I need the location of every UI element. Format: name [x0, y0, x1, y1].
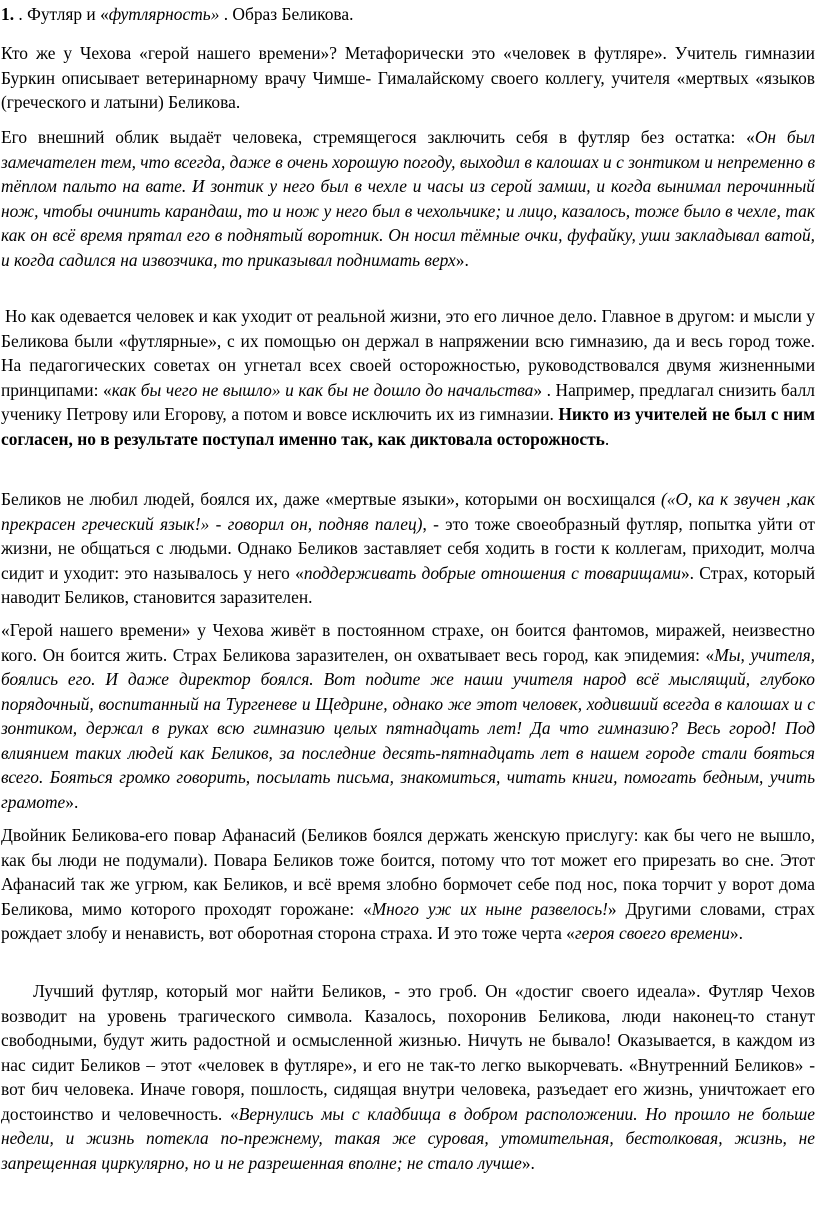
paragraph-7-plain: Лучший футляр, который мог найти Беликов, - это гроб. Он «достиг своего идеала». Футляр Чехов возводит на уровень трагического символа. Казалось, похоронив Беликова, люди наконец-то станут свободными, будут жить радостной и осмысленной жизнью. Ничуть не бывало! Оказывается, в каждом из нас сидит Беликов – этот «человек в футляре», и его не так-то легко выкорчевать. «Внутренний Беликов» - вот бич человека. Иначе говоря, пошлость, сидящая внутри человека, разъедает его жизнь, уничтожает его достоинство и человечность. « [1, 981, 815, 1124]
paragraph-3-plain-2: » . Например, предлагал снизить балл ученику Петрову или Егорову, а потом и вовсе исключить их из гимназии. [1, 379, 815, 424]
paragraph-3-bold: Никто из учителей не был с ним согласен, но в результате поступал именно так, как диктовала осторожность [1, 404, 815, 449]
paragraph-3 [1, 304, 815, 451]
paragraph-7-quote: Вернулись мы с кладбища в добром расположении. Но прошло не больше недели, и жизнь потекла по-прежнему, такая же суровая, утомительная, бестолковая, жизнь, не запрещенная циркулярно, но и не разрешенная вполне; не стало лучше [1, 1103, 815, 1173]
section-heading [1, 2, 353, 27]
paragraph-6-quote-1: Много уж их ныне развелось! [371, 898, 608, 919]
paragraph-2-plain: Его внешний облик выдаёт человека, стремящегося заключить себя в футляр без остатка: « [1, 127, 755, 147]
paragraph-5-end: ». [65, 791, 79, 812]
paragraph-6-end: ». [729, 923, 743, 943]
heading-number: 1. [1, 4, 15, 24]
paragraph-1-text: Кто же у Чехова «герой нашего времени»? Метафорически это «человек в футляре». Учитель гимназии Буркин описывает ветеринарному врачу Чимше- Гималайскому своего коллегу, учителя «мертвых «языков (греческого и латыни) Беликова. [1, 43, 815, 112]
paragraph-6-plain-1: Двойник Беликова-его повар Афанасий (Беликов боялся держать женскую прислугу: как бы чего не вышло, как бы люди не подумали). Повара Беликов тоже боится, потому что тот может его прирезать во сне. Этот Афанасий так же угрюм, как Беликов, и всё время злобно бормочет себе под нос, пока торчит у ворот дома Беликова, мимо которого проходят горожане: « [1, 825, 815, 919]
paragraph-6-quote-2: героя своего времени [574, 923, 730, 943]
paragraph-3-end: . [604, 428, 610, 449]
paragraph-4-plain-1: Беликов не любил людей, боялся их, даже «мертвые языки», которыми он восхищался [1, 489, 661, 509]
paragraph-4-quote-1: («О, ка к звучен ,как прекрасен греческий язык!» - говорил он, подняв палец) [1, 489, 816, 534]
paragraph-4 [1, 487, 815, 610]
paragraph-2-quote: Он был замечателен тем, что всегда, даже в очень хорошую погоду, выходил в калошах и с зонтиком и непременно в тёплом пальто на вате. И зонтик у него был в чехле и часы из серой замши, и когда вынимал перочинный нож, чтобы очинить карандаш, то и нож у него был в чехольчике; и лицо, казалось, тоже было в чехле, так как он всё время прятал его в поднятый воротник. Он носил тёмные очки, фуфайку, уши закладывал ватой, и когда садился на извозчика, то приказывал поднимать верх [1, 127, 815, 270]
paragraph-2 [1, 125, 815, 272]
heading-italic: футлярность» [108, 4, 220, 24]
paragraph-3-quote: как бы чего не вышло» и как бы не дошло до начальства [111, 379, 534, 400]
paragraph-5-quote: Мы, учителя, боялись его. И даже директор боялся. Вот подите же наши учителя народ всё мыслящий, глубоко порядочный, воспитанный на Тургеневе и Щедрине, однако же этот человек, ходивший всегда в калошах и с зонтиком, держал в руках всю гимназию целых пятнадцать лет! Да что гимназию? Весь город! Под влиянием таких людей как Беликов, за последние десять-пятнадцать лет в нашем городе стали бояться всего. Бояться громко говорить, посылать письма, знакомиться, читать книги, помогать бедным, учить грамоте [1, 644, 816, 812]
paragraph-4-plain-2: , - это тоже своеобразный футляр, попытка уйти от жизни, не общаться с людьми. Однако Беликов заставляет себя ходить в гости к коллегам, приходит, молча сидит и уходит: это называлось у него « [1, 513, 815, 583]
heading-text-after: . Образ Беликова. [219, 4, 354, 24]
paragraph-1 [1, 41, 815, 115]
paragraph-2-end: ». [455, 249, 469, 270]
paragraph-3-plain-1: Но как одевается человек и как уходит от реальной жизни, это его личное дело. Главное в другом: и мысли у Беликова были «футлярные», с их помощью он держал в напряжении всю гимназию, да и весь город тоже. На педагогических советах он угнетал всех своей осторожностью, руководствовался двумя жизненными принципами: « [1, 306, 815, 400]
heading-text-before: . Футляр и « [14, 4, 109, 24]
paragraph-6-plain-2: » Другими словами, страх рождает злобу и ненависть, вот оборотная сторона страха. И это тоже черта « [1, 898, 815, 943]
paragraph-7-end: ». [521, 1152, 535, 1173]
paragraph-5-plain: «Герой нашего времени» у Чехова живёт в постоянном страхе, он боится фантомов, миражей, неизвестно кого. Он боится жить. Страх Беликова заразителен, он охватывает весь город, как эпидемия: « [1, 620, 815, 665]
paragraph-6 [1, 823, 815, 946]
paragraph-4-plain-3: ». Страх, который наводит Беликов, становится заразителен. [1, 562, 816, 607]
paragraph-4-quote-2: поддерживать добрые отношения с товарищами [303, 562, 681, 583]
paragraph-5 [1, 618, 815, 814]
paragraph-7 [1, 979, 815, 1175]
